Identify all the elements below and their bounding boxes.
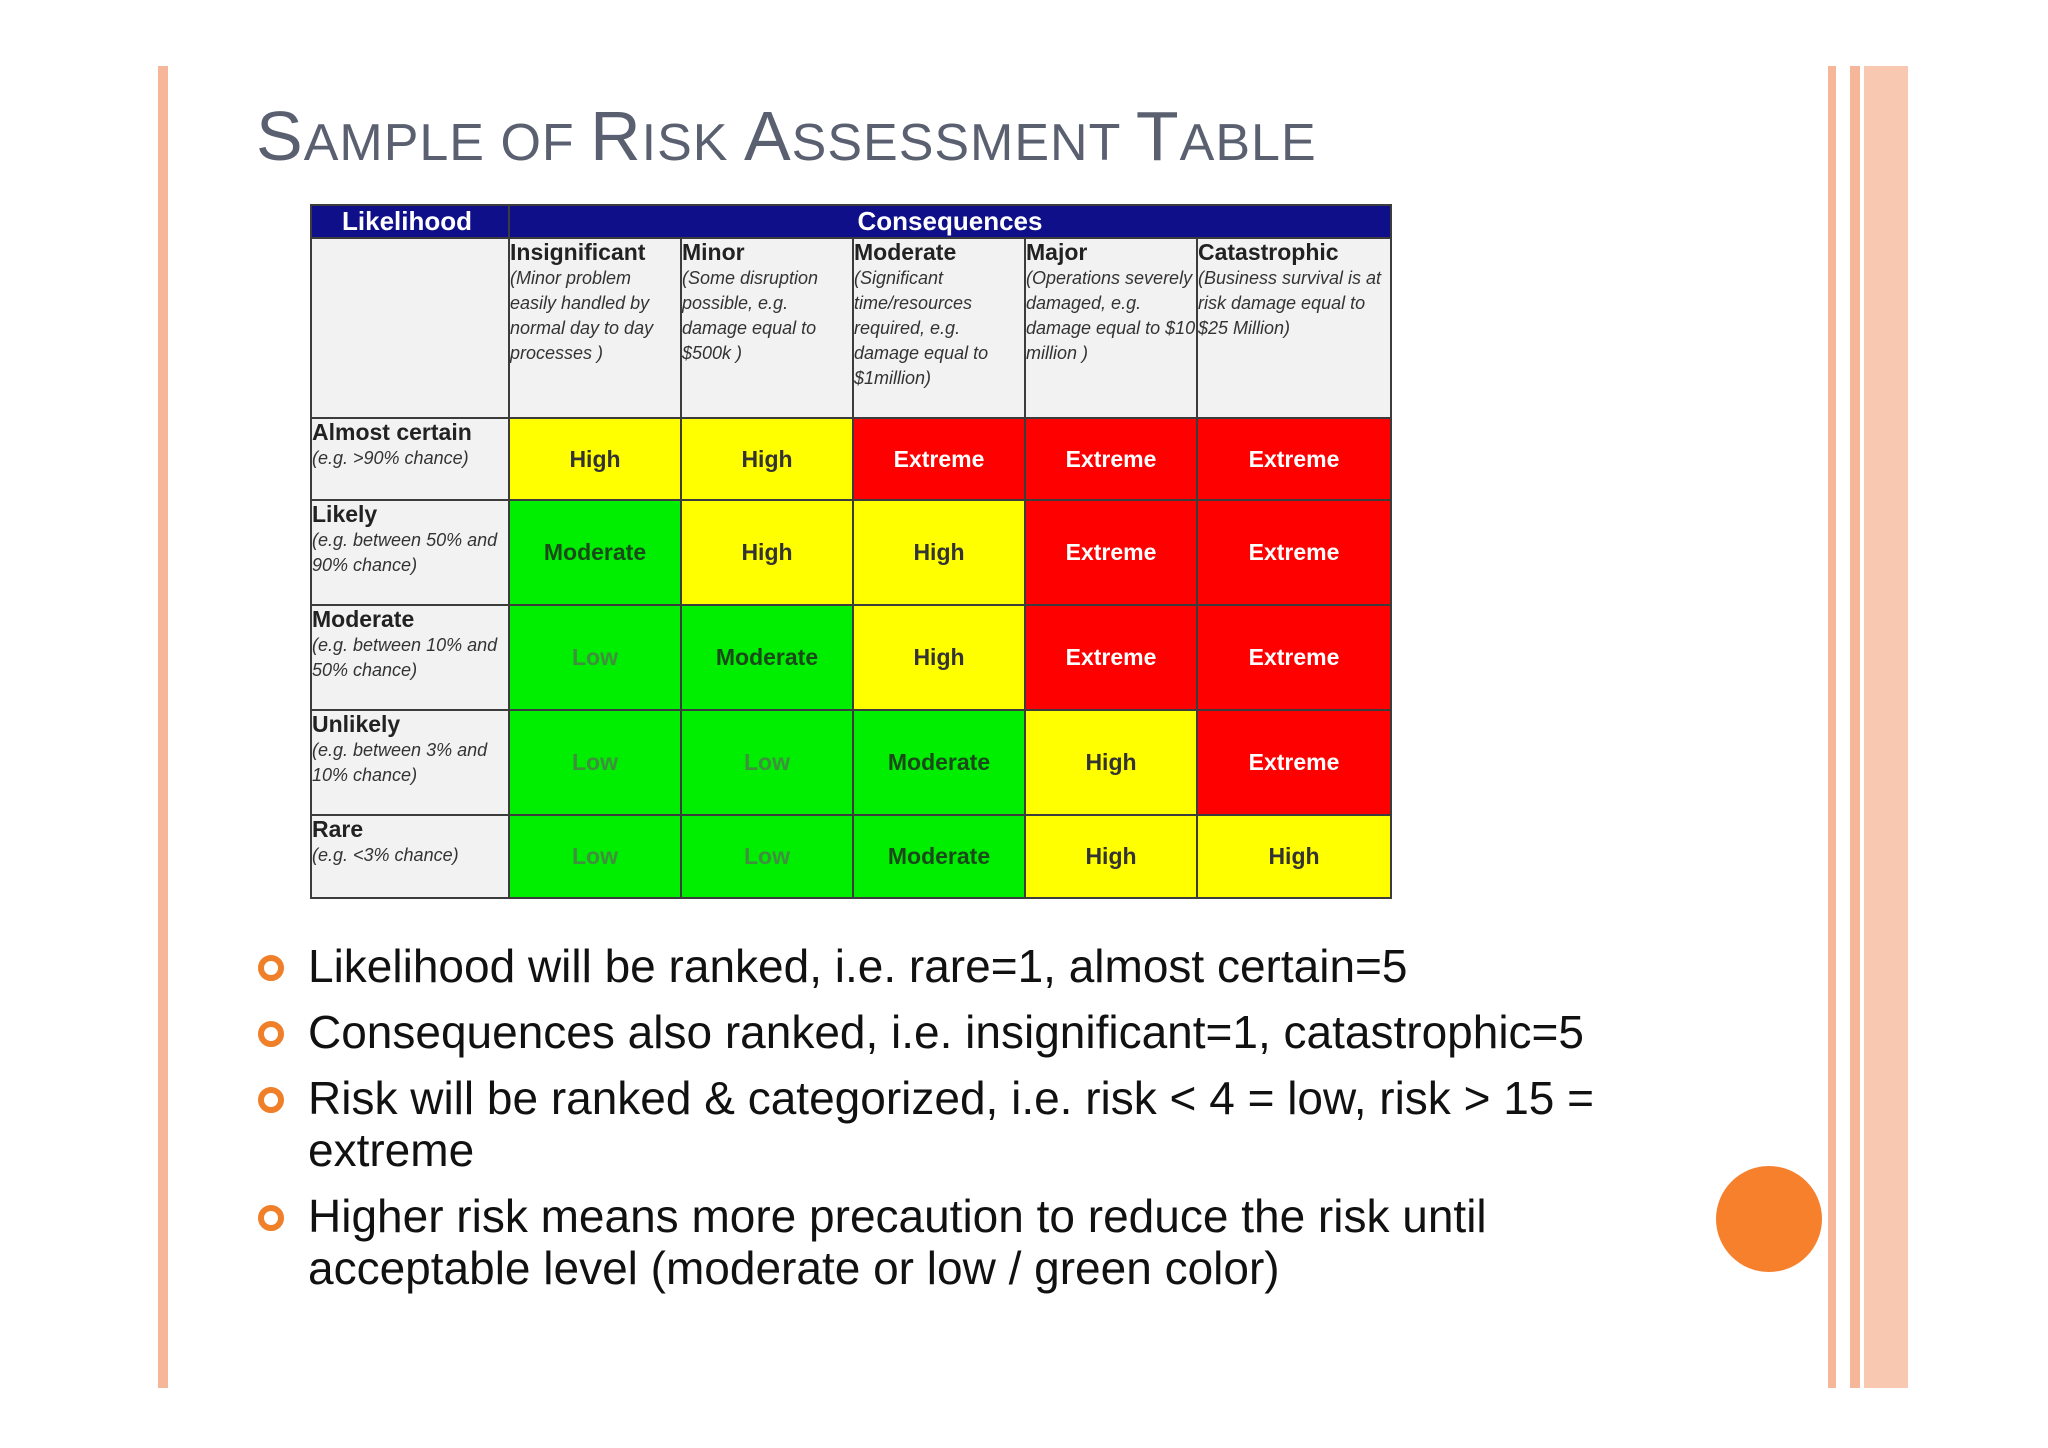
likelihood-row-likely [311,500,1391,605]
bullet-text: Higher risk means more precaution to reduce the risk until acceptable level (moderate or low / green color) [308,1190,1487,1294]
right-accent-line-3 [1864,66,1908,1388]
likelihood-desc: (e.g. >90% chance) [312,448,469,468]
rating-cell: Low [509,815,681,898]
right-accent-line-1 [1828,66,1836,1388]
rating-cell: Low [509,605,681,710]
rating-cell: Extreme [1025,418,1197,500]
rating-cell: Low [681,815,853,898]
decorative-orange-circle [1716,1166,1822,1272]
title-part: R [590,97,642,175]
rating-cell: Low [681,710,853,815]
rating-cell: Extreme [1025,500,1197,605]
likelihood-row-moderate [311,605,1391,710]
title-part: A [743,97,792,175]
bullet-item [256,940,1706,992]
ring-bullet-icon [258,1021,284,1047]
bullet-text: Consequences also ranked, i.e. insignificant=1, catastrophic=5 [308,1006,1585,1058]
consequence-major [1025,238,1197,418]
rating-cell: Moderate [853,815,1025,898]
left-accent-line [158,66,168,1388]
title-part: ABLE [1179,114,1317,172]
likelihood-label [311,815,509,898]
rating-cell: High [681,500,853,605]
consequence-desc: (Significant time/resources required, e.g. damage equal to $1million) [854,268,989,388]
consequence-name: Minor [682,239,745,265]
likelihood-row-unlikely [311,710,1391,815]
consequence-desc: (Operations severely damaged, e.g. damage equal to $10 million ) [1026,268,1196,363]
rating-cell: Low [509,710,681,815]
risk-matrix-table [310,204,1392,899]
consequence-minor [681,238,853,418]
likelihood-header: Likelihood [311,205,509,238]
likelihood-desc: (e.g. between 10% and 50% chance) [312,635,498,680]
rating-cell: Extreme [1197,418,1391,500]
likelihood-desc: (e.g. between 50% and 90% chance) [312,530,498,575]
bullet-list [256,940,1706,1308]
bullet-item [256,1072,1706,1176]
likelihood-label [311,710,509,815]
consequence-name: Insignificant [510,239,646,265]
rating-cell: High [853,500,1025,605]
consequence-moderate [853,238,1025,418]
rating-cell: High [853,605,1025,710]
title-part: T [1135,97,1180,175]
consequence-desc: (Business survival is at risk damage equal to $25 Million) [1198,268,1382,338]
likelihood-desc: (e.g. <3% chance) [312,845,459,865]
ring-bullet-icon [258,1205,284,1231]
consequence-desc: (Some disruption possible, e.g. damage equal to $500k ) [682,268,819,363]
rating-cell: High [1025,815,1197,898]
likelihood-name: Unlikely [312,711,401,737]
rating-cell: High [1025,710,1197,815]
rating-cell: High [681,418,853,500]
rating-cell: Extreme [1197,500,1391,605]
likelihood-name: Likely [312,501,378,527]
rating-cell: Moderate [681,605,853,710]
title-part: AMPLE OF [303,114,591,172]
title-part: ISK [641,114,744,172]
likelihood-name: Moderate [312,606,415,632]
title-part: S [256,97,304,175]
rating-cell: High [509,418,681,500]
consequence-row [311,238,1391,418]
consequence-desc: (Minor problem easily handled by normal day to day processes ) [510,268,654,363]
rating-cell: Extreme [1025,605,1197,710]
likelihood-label [311,418,509,500]
ring-bullet-icon [258,1087,284,1113]
consequences-header: Consequences [509,205,1391,238]
consequence-name: Catastrophic [1198,239,1339,265]
likelihood-label [311,605,509,710]
rating-cell: Extreme [1197,605,1391,710]
rating-cell: Extreme [1197,710,1391,815]
consequence-name: Moderate [854,239,957,265]
likelihood-name: Almost certain [312,419,472,445]
rating-cell: High [1197,815,1391,898]
consequence-name: Major [1026,239,1088,265]
likelihood-label [311,500,509,605]
likelihood-desc: (e.g. between 3% and 10% chance) [312,740,488,785]
right-accent-line-2 [1850,66,1860,1388]
matrix-corner [311,238,509,418]
rating-cell: Moderate [853,710,1025,815]
rating-cell: Extreme [853,418,1025,500]
bullet-item [256,1190,1706,1294]
likelihood-row-almost-certain [311,418,1391,500]
slide-title [256,96,1317,176]
bullet-item [256,1006,1706,1058]
likelihood-row-rare [311,815,1391,898]
consequence-insignificant [509,238,681,418]
rating-cell: Moderate [509,500,681,605]
matrix-header-row [311,205,1391,238]
title-part: SSESSMENT [791,114,1136,172]
consequence-catastrophic [1197,238,1391,418]
bullet-text: Risk will be ranked & categorized, i.e. risk < 4 = low, risk > 15 = extreme [308,1072,1595,1176]
likelihood-name: Rare [312,816,364,842]
bullet-text: Likelihood will be ranked, i.e. rare=1, almost certain=5 [308,940,1408,992]
ring-bullet-icon [258,955,284,981]
